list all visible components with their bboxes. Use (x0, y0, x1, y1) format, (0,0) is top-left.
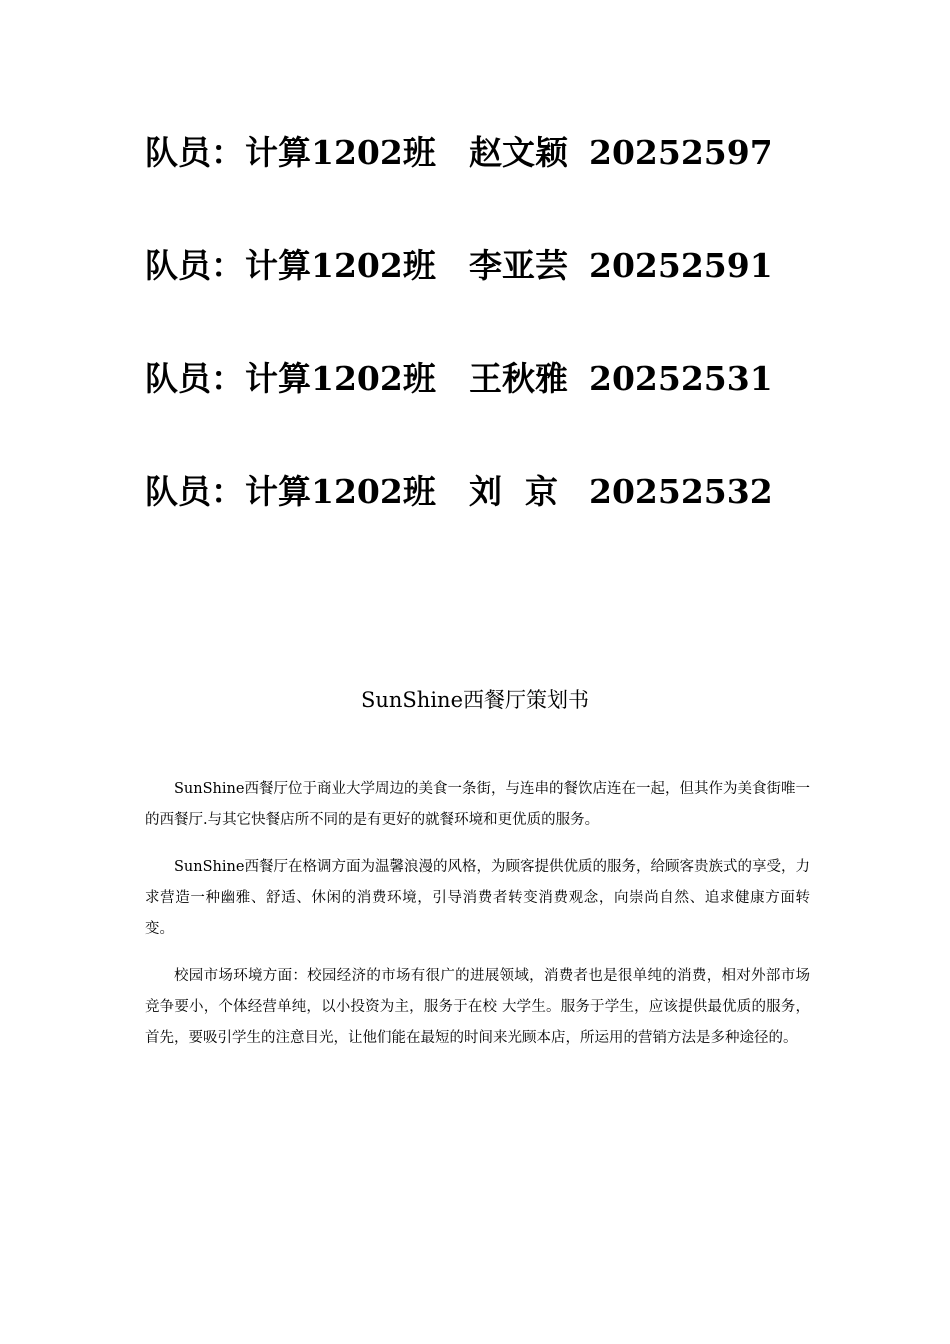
member-class: 计算1202班 (245, 359, 436, 398)
member-id: 20252591 (589, 246, 773, 285)
document-title: SunShine西餐厅策划书 (360, 688, 589, 712)
member-class: 计算1202班 (245, 246, 436, 285)
member-role: 队员： (145, 472, 244, 511)
member-id: 20252597 (589, 133, 773, 172)
paragraph: SunShine西餐厅位于商业大学周边的美食一条街，与连串的餐饮店连在一起，但其作为美食街唯一的西餐厅.与其它快餐店所不同的是有更好的就餐环境和更优质的服务。 (145, 781, 810, 828)
paragraph: 校园市场环境方面：校园经济的市场有很广的进展领域，消费者也是很单纯的消费，相对外部市场竞争要小，个体经营单纯，以小投资为主，服务于在校 大学生。服务于学生，应该提供最优质的服务，首先，要吸引学生的注意目光，让他们能在最短的时间来光顾本店，所运用的营销方法是多种途径的。 (145, 968, 810, 1046)
member-line (145, 467, 905, 580)
member-role: 队员： (145, 246, 244, 285)
member-class: 计算1202班 (245, 472, 436, 511)
member-line (145, 354, 905, 467)
member-name: 王秋雅 (469, 359, 568, 398)
paragraph: SunShine西餐厅在格调方面为温馨浪漫的风格，为顾客提供优质的服务，给顾客贵族式的享受，力求营造一种幽雅、舒适、休闲的消费环境，引导消费者转变消费观念，向崇尚自然、追求健康方面转变。 (145, 859, 810, 937)
member-line (145, 241, 905, 354)
member-class: 计算1202班 (245, 133, 436, 172)
member-role: 队员： (145, 133, 244, 172)
document-body (145, 774, 810, 1070)
member-name: 李亚芸 (469, 246, 568, 285)
member-name: 刘 京 (469, 472, 558, 511)
member-name: 赵文颖 (469, 133, 568, 172)
member-line (145, 128, 905, 241)
member-role: 队员： (145, 359, 244, 398)
member-id: 20252532 (589, 472, 773, 511)
team-member-list (145, 128, 905, 580)
member-id: 20252531 (589, 359, 773, 398)
